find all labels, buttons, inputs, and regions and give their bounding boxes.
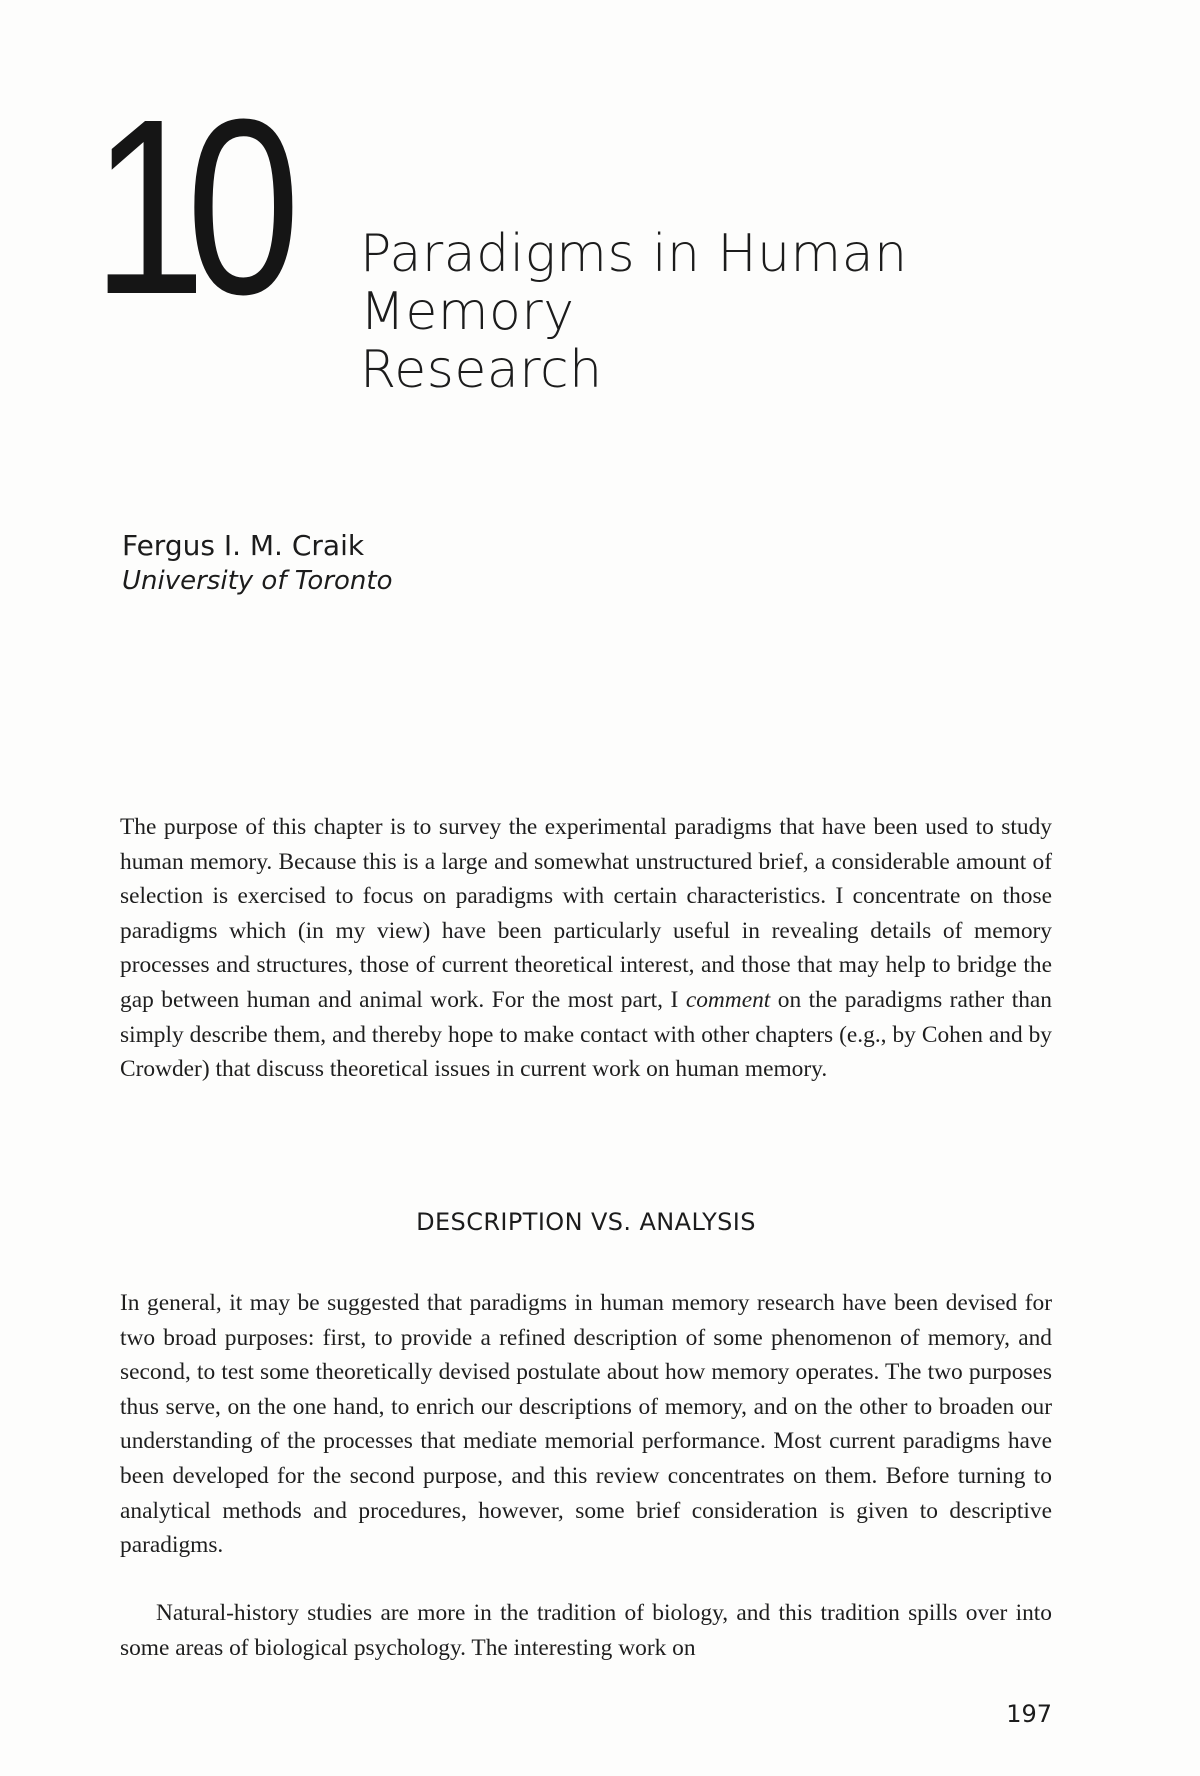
general-paragraph: In general, it may be suggested that paradigms in human memory research have been devised for two broad purposes: first, to provide a refined description of some phenomenon of memory, and second, to test some theoretically devised postulate about how memory operates. The two purposes thus serve, on the one hand, to enrich our descriptions of memory, and on the other to broaden our understanding of the processes that mediate memorial performance. Most current paradigms have been developed for the second purpose, and this review concentrates on them. Before turning to analytical methods and procedures, however, some brief consideration is given to descriptive paradigms.: [120, 1290, 1052, 1559]
author-block: [122, 528, 393, 598]
chapter-title: [360, 225, 1120, 399]
author-name: Fergus I. M. Craik: [122, 529, 365, 562]
natural-history-paragraph: Natural-history studies are more in the tradition of biology, and this tradition spills over into some areas of biological psychology. The interesting work on: [120, 1600, 1052, 1661]
intro-emphasis: comment: [685, 986, 771, 1013]
intro-text-part-2: on the paradigms rather than simply describe them, and thereby hope to make contact with other chapters (e.g., by Cohen and by Crowder) that discuss theoretical issues in current work on human memory.: [120, 986, 1052, 1083]
page-number: 197: [1006, 1700, 1052, 1728]
section-heading: DESCRIPTION VS. ANALYSIS: [416, 1208, 756, 1236]
chapter-title-line-1: Paradigms in Human Memory: [360, 224, 908, 342]
chapter-title-line-2: Research: [360, 340, 603, 400]
intro-paragraph: [120, 810, 1052, 1087]
author-affiliation: University of Toronto: [122, 566, 393, 596]
intro-text-part-1: The purpose of this chapter is to survey the experimental paradigms that have been used to study human memory. Because this is a large and somewhat unstructured brief, a considerable amount of selection is exercised to focus on paradigms with certain characteristics. I concentrate on those paradigms which (in my view) have been particularly useful in revealing details of memory processes and structures, those of current theoretical interest, and those that may help to bridge the gap between human and animal work. For the most part, I: [120, 814, 1052, 1013]
chapter-number: 10: [92, 67, 281, 346]
